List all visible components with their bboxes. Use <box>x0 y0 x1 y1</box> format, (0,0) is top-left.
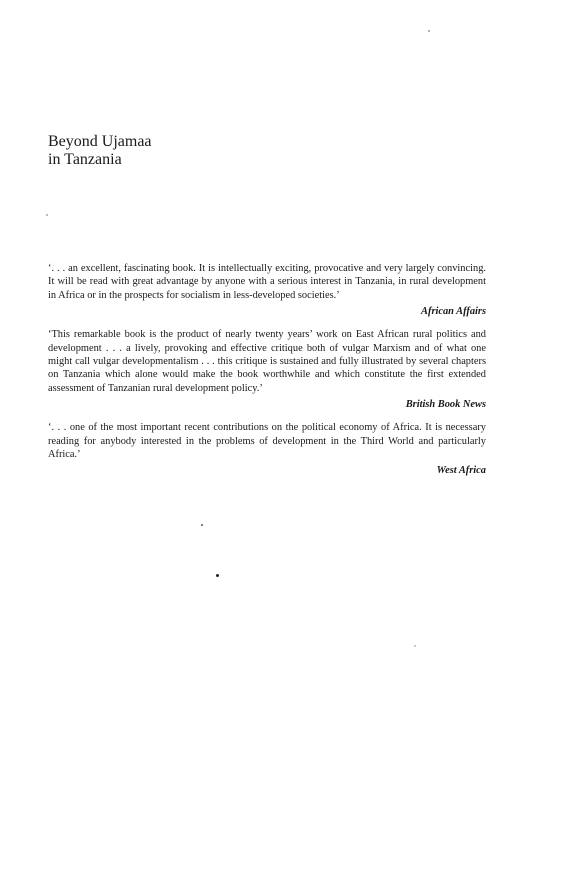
book-title-line-1: Beyond Ujamaa <box>48 133 152 150</box>
review-african-affairs <box>48 262 486 318</box>
review-source: West Africa <box>436 465 486 477</box>
review-quote: ‘. . . an excellent, fascinating book. It is intellectually exciting, provocative and very largely convincing. It will be read with great advantage by anyone with a serious interest in Tanzania, in rural development in Africa or in the prospects for socialism in less-developed societies.’ <box>48 263 486 301</box>
print-speck <box>201 524 203 526</box>
book-title-line-2: in Tanzania <box>48 151 122 168</box>
review-british-book-news <box>48 328 486 411</box>
print-speck <box>46 214 48 216</box>
review-west-africa <box>48 421 486 477</box>
print-speck <box>428 30 430 32</box>
print-speck <box>216 574 219 577</box>
book-title <box>48 133 348 169</box>
review-list <box>48 262 486 477</box>
review-source: British Book News <box>405 399 486 411</box>
review-quote: ‘This remarkable book is the product of nearly twenty years’ work on East African rural politics and development . . . a lively, provoking and effective critique both of vulgar Marxism and of what one might call vulgar developmentalism . . . this critique is sustained and fully illustrated by several chapters on Tanzania which alone would make the book worthwhile and which constitute the first extended assessment of Tanzanian rural development policy.’ <box>48 329 486 394</box>
print-speck <box>414 645 416 647</box>
review-source: African Affairs <box>421 306 486 318</box>
review-quote: ‘. . . one of the most important recent contributions on the political economy of Africa. It is necessary reading for anybody interested in the problems of development in the Third World and particularly Africa.’ <box>48 422 486 461</box>
